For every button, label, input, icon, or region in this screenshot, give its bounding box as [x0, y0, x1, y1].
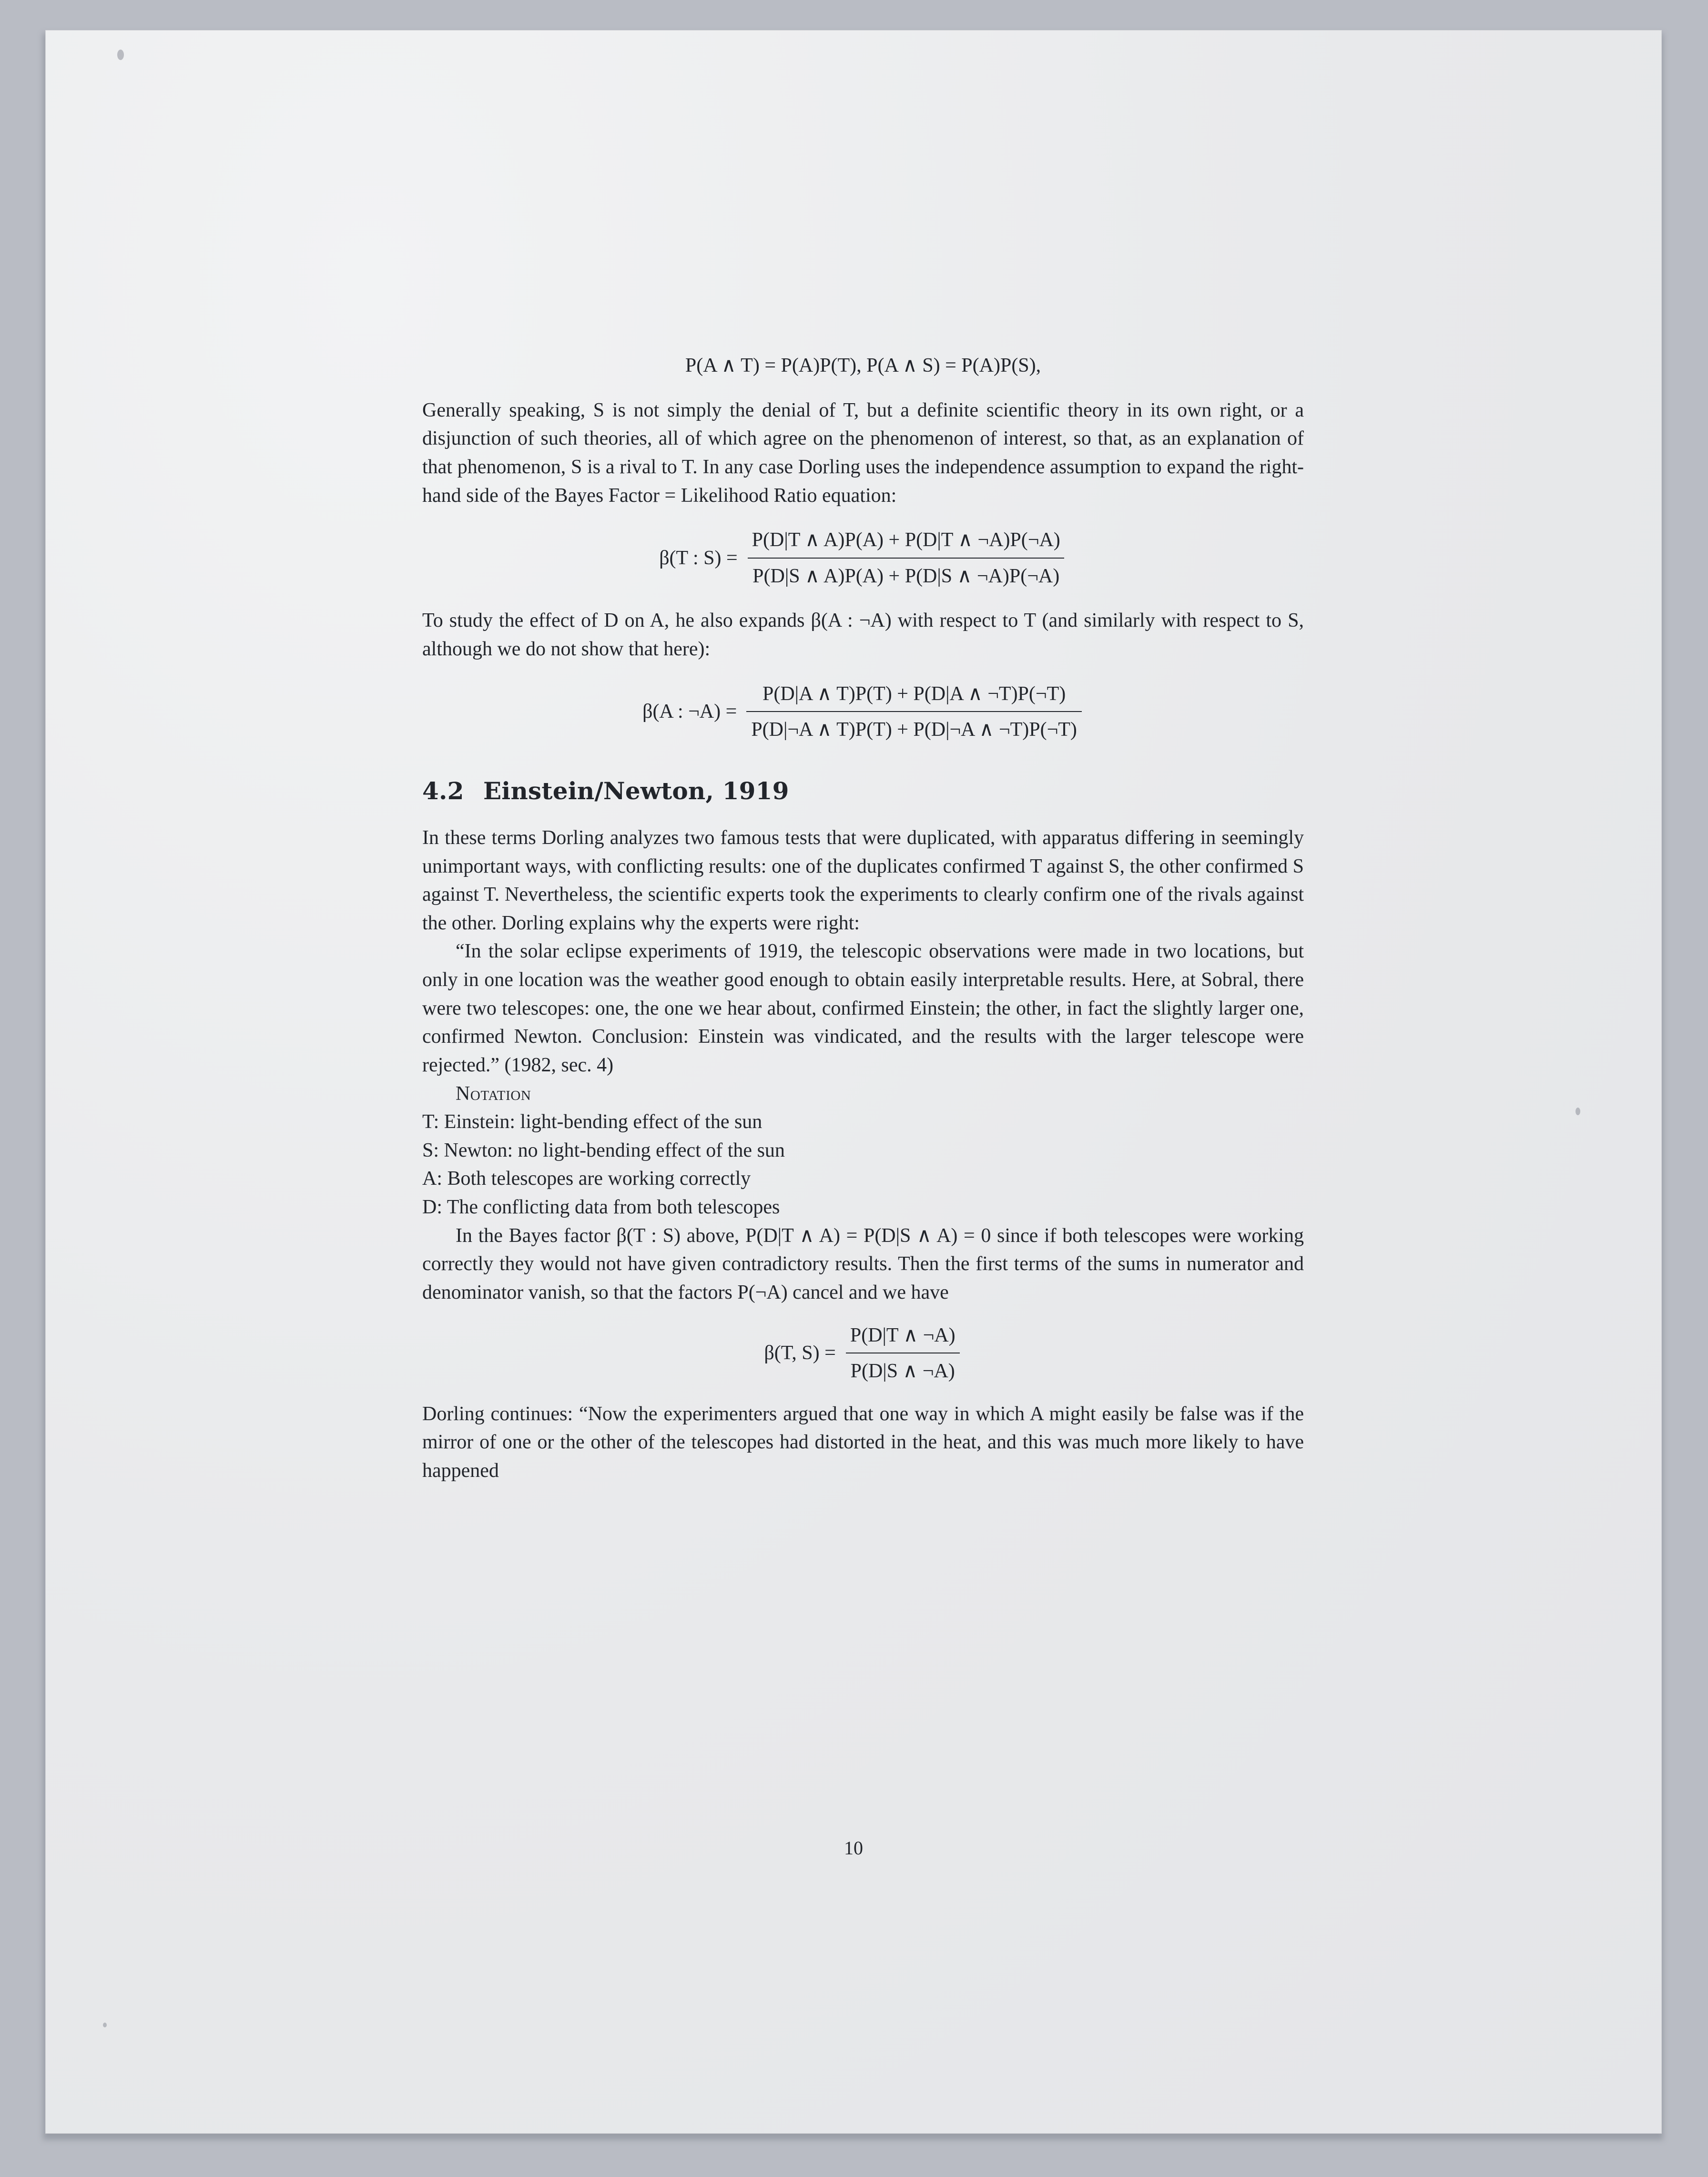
- page-body: [422, 336, 1304, 1485]
- equation-beta-T-S-lhs: β(T : S) =: [659, 547, 738, 569]
- scanned-page: [46, 31, 1661, 2133]
- equation-beta-A-notA: [422, 680, 1304, 744]
- equation-independence: P(A ∧ T) = P(A)P(T), P(A ∧ S) = P(A)P(S),: [685, 355, 1041, 376]
- paragraph-solar-eclipse-quote: “In the solar eclipse experiments of 1919, the telescopic observations were made in two locations, but only in one location was the weather good enough to obtain easily interpretable results. Here, at Sobral, there were two telescopes: one, the one we hear about, confirmed Einstein; the other, in fact the slightly larger one, confirmed Newton. Conclusion: Einstein was vindicated, and the results with the larger telescope were rejected.” (1982, sec. 4): [422, 940, 1304, 1076]
- equation-beta-final: [422, 1322, 1304, 1386]
- equation-beta-final-denominator: P(D|S ∧ ¬A): [846, 1353, 960, 1386]
- equation-beta-T-S-numerator: P(D|T ∧ A)P(A) + P(D|T ∧ ¬A)P(¬A): [752, 529, 1060, 551]
- notation-item-S: S: Newton: no light-bending effect of the sun: [422, 1139, 785, 1161]
- section-title: Einstein/Newton, 1919: [483, 776, 789, 805]
- paragraph-bayes-factor: In the Bayes factor β(T : S) above, P(D|T ∧ A) = P(D|S ∧ A) = 0 since if both telescopes were working correctly they would not have given contradictory results. Then the first terms of the sums in numerator and denominator vanish, so that the factors P(¬A) cancel and we have: [422, 1224, 1304, 1303]
- scan-speck: [103, 2023, 107, 2027]
- section-heading: [422, 774, 1304, 808]
- section-number: 4.2: [422, 776, 464, 805]
- equation-beta-A-notA-denominator: P(D|¬A ∧ T)P(T) + P(D|¬A ∧ ¬T)P(¬T): [746, 711, 1082, 744]
- paragraph-study-effect: To study the effect of D on A, he also expands β(A : ¬A) with respect to T (and similarly with respect to S, although we do not show that here):: [422, 610, 1304, 660]
- equation-beta-final-lhs: β(T, S) =: [764, 1342, 836, 1364]
- scan-speck: [117, 50, 124, 60]
- equation-beta-A-notA-numerator: P(D|A ∧ T)P(T) + P(D|A ∧ ¬T)P(¬T): [762, 682, 1066, 705]
- paragraph-dorling-analyzes: In these terms Dorling analyzes two famous tests that were duplicated, with apparatus differing in seemingly unimportant ways, with conflicting results: one of the duplicates confirmed T against S, the other confirmed S against T. Nevertheless, the scientific experts took the experiments to clearly confirm one of the rivals against the other. Dorling explains why the experts were right:: [422, 826, 1304, 934]
- page-number: 10: [844, 1837, 863, 1859]
- notation-heading: Notation: [456, 1082, 531, 1105]
- notation-item-T: T: Einstein: light-bending effect of the sun: [422, 1111, 762, 1133]
- paper-surface: [46, 31, 1661, 2133]
- notation-item-D: D: The conflicting data from both telescopes: [422, 1196, 780, 1218]
- notation-item-A: A: Both telescopes are working correctly: [422, 1168, 751, 1190]
- paragraph-generally-speaking: Generally speaking, S is not simply the denial of T, but a definite scientific theory in its own right, or a disjunction of such theories, all of which agree on the phenomenon of interest, so that, as an explanation of that phenomenon, S is a rival to T. In any case Dorling uses the independence assumption to expand the right-hand side of the Bayes Factor = Likelihood Ratio equation:: [422, 399, 1304, 507]
- paragraph-dorling-continues: Dorling continues: “Now the experimenters argued that one way in which A might easily be false was if the mirror of one or the other of the telescopes had distorted in the heat, and this was much more likely to have happened: [422, 1403, 1304, 1482]
- equation-beta-T-S-denominator: P(D|S ∧ A)P(A) + P(D|S ∧ ¬A)P(¬A): [748, 558, 1064, 591]
- equation-beta-A-notA-lhs: β(A : ¬A) =: [642, 701, 737, 723]
- scan-speck: [1576, 1108, 1580, 1115]
- equation-beta-final-numerator: P(D|T ∧ ¬A): [850, 1324, 956, 1346]
- equation-beta-T-S: [422, 526, 1304, 590]
